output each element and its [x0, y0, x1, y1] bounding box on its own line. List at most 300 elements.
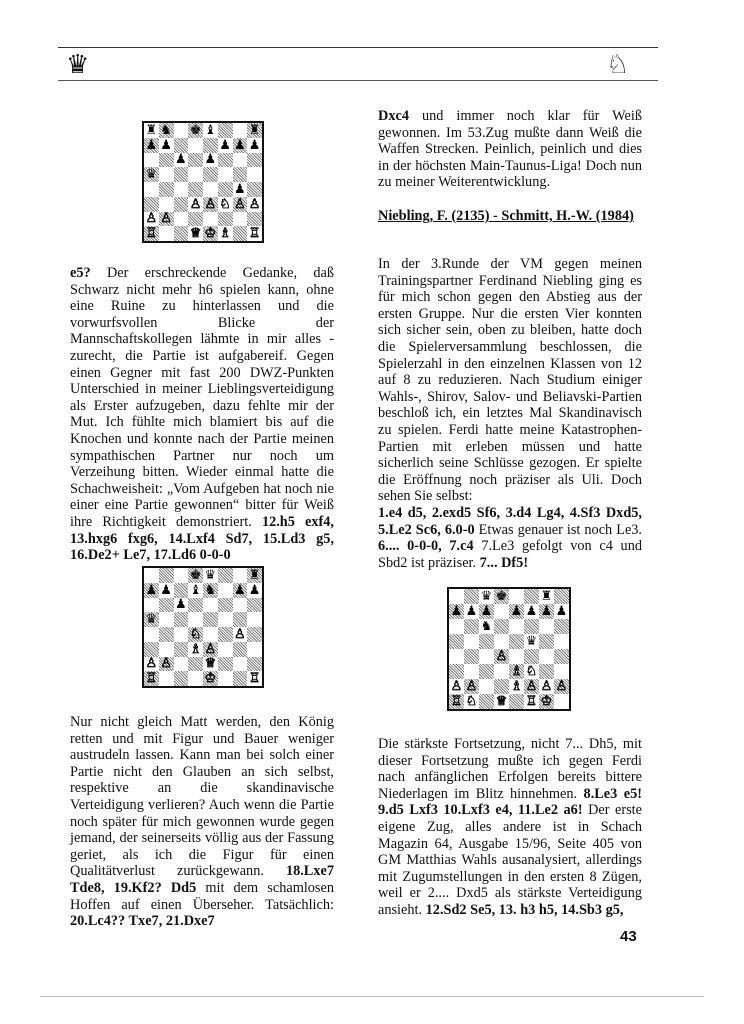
- board-square: [449, 679, 464, 694]
- board-square: [449, 619, 464, 634]
- board-square: [218, 671, 233, 686]
- board-square: [479, 694, 494, 709]
- board-square: [554, 694, 569, 709]
- board-square: [247, 657, 262, 672]
- board-square: [449, 634, 464, 649]
- board-square: [144, 583, 159, 598]
- board-square: [218, 197, 233, 212]
- board-square: [203, 598, 218, 613]
- board-square: [479, 679, 494, 694]
- header-rule-bottom: [58, 80, 658, 81]
- black-king-icon: ♚: [189, 567, 202, 583]
- black-pawn-icon: ♟: [234, 137, 246, 153]
- black-bishop-icon: ♝: [189, 582, 202, 598]
- black-pawn-icon: ♟: [234, 181, 246, 197]
- board-square: [233, 167, 248, 182]
- board-square: [464, 619, 479, 634]
- board-square: [509, 589, 524, 604]
- board-square: [203, 197, 218, 212]
- board-square: [247, 226, 262, 241]
- white-pawn-icon: ♙: [189, 196, 202, 212]
- board-square: [218, 627, 233, 642]
- board-square: [539, 589, 554, 604]
- board-square: [174, 568, 189, 583]
- board-square: [494, 634, 509, 649]
- white-pawn-icon: ♙: [145, 211, 158, 227]
- board-square: [247, 167, 262, 182]
- board-square: [449, 649, 464, 664]
- board-square: [144, 197, 159, 212]
- board-square: [203, 657, 218, 672]
- black-rook-icon: ♜: [145, 122, 158, 138]
- board-square: [479, 634, 494, 649]
- white-queen-icon: ♕: [189, 226, 202, 242]
- board-square: [174, 627, 189, 642]
- board-square: [159, 123, 174, 138]
- board-square: [247, 123, 262, 138]
- board-square: [188, 138, 203, 153]
- white-pawn-icon: ♙: [248, 196, 261, 212]
- board-square: [174, 583, 189, 598]
- board-square: [174, 226, 189, 241]
- board-square: [188, 627, 203, 642]
- board-square: [218, 123, 233, 138]
- board-square: [247, 138, 262, 153]
- board-square: [233, 226, 248, 241]
- board-square: [233, 153, 248, 168]
- board-square: [174, 138, 189, 153]
- board-square: [159, 182, 174, 197]
- board-square: [174, 167, 189, 182]
- board-square: [233, 598, 248, 613]
- board-square: [554, 664, 569, 679]
- board-square: [233, 182, 248, 197]
- commentary: 7.Le3 gefolgt von c4 und Sbd2 ist präziser.: [378, 538, 642, 571]
- white-bishop-icon: ♗: [510, 664, 523, 679]
- white-rook-icon: ♖: [450, 694, 463, 709]
- board-square: [509, 604, 524, 619]
- board-square: [203, 583, 218, 598]
- header-rule: [58, 47, 658, 48]
- board-square: [464, 694, 479, 709]
- commentary: mit dem schamlosen Hoffen auf einen Überseher. Tatsächlich:: [70, 879, 334, 913]
- board-square: [174, 671, 189, 686]
- black-knight-icon: ♞: [160, 122, 172, 138]
- board-square: [188, 182, 203, 197]
- board-square: [159, 671, 174, 686]
- black-pawn-icon: ♟: [248, 137, 261, 153]
- black-pawn-icon: ♟: [555, 604, 568, 619]
- board-square: [539, 634, 554, 649]
- chess-diagram-3: [447, 587, 571, 711]
- white-pawn-icon: ♙: [465, 679, 478, 694]
- board-square: [494, 589, 509, 604]
- board-square: [159, 627, 174, 642]
- board-square: [524, 604, 539, 619]
- board-square: [188, 612, 203, 627]
- board-square: [144, 568, 159, 583]
- board-square: [218, 138, 233, 153]
- board-square: [247, 197, 262, 212]
- board-square: [233, 123, 248, 138]
- board-square: [203, 167, 218, 182]
- board-square: [554, 619, 569, 634]
- board-square: [509, 649, 524, 664]
- board-square: [233, 138, 248, 153]
- black-queen-icon: ♛: [480, 589, 493, 604]
- white-pawn-icon: ♙: [204, 196, 217, 212]
- black-queen-icon: ♛: [525, 634, 538, 649]
- left-paragraph-2: [70, 714, 334, 930]
- chess-diagram-1: [142, 121, 264, 243]
- queen-icon: ♛: [66, 50, 90, 79]
- board-square: [144, 153, 159, 168]
- board-square: [539, 604, 554, 619]
- board-square: [203, 642, 218, 657]
- board-square: [479, 619, 494, 634]
- black-knight-icon: ♞: [480, 619, 493, 634]
- board-square: [554, 634, 569, 649]
- board-square: [494, 604, 509, 619]
- board-square: [524, 619, 539, 634]
- board-square: [233, 197, 248, 212]
- board-square: [464, 679, 479, 694]
- board-square: [554, 649, 569, 664]
- board-square: [159, 598, 174, 613]
- board-square: [449, 694, 464, 709]
- board-square: [144, 642, 159, 657]
- board-square: [247, 642, 262, 657]
- board-square: [188, 226, 203, 241]
- board-square: [174, 123, 189, 138]
- board-square: [494, 694, 509, 709]
- board-square: [159, 612, 174, 627]
- board-square: [203, 153, 218, 168]
- black-pawn-icon: ♟: [145, 582, 158, 598]
- left-paragraph-1: [70, 265, 334, 564]
- board-square: [218, 226, 233, 241]
- board-square: [247, 612, 262, 627]
- white-king-icon: ♔: [204, 671, 217, 687]
- board-square: [159, 583, 174, 598]
- black-pawn-icon: ♟: [248, 582, 261, 598]
- move-text: 18.Lxe7 Tde8, 19.Kf2? Dd5: [70, 863, 334, 896]
- white-pawn-icon: ♙: [540, 679, 553, 694]
- board-square: [524, 634, 539, 649]
- board-square: [524, 679, 539, 694]
- commentary: und immer noch klar für Weiß gewonnen. Im 53.Zug mußte dann Weiß die Waffen Strecken. Peinlich, peinlich und dies in der höchsten Main-Taunus-Liga! Doch nun zu meiner Weiterentwicklung.: [378, 108, 642, 191]
- board-square: [159, 167, 174, 182]
- black-pawn-icon: ♟: [145, 137, 158, 153]
- board-square: [449, 664, 464, 679]
- board-square: [203, 182, 218, 197]
- board-square: [539, 649, 554, 664]
- white-rook-icon: ♖: [248, 671, 261, 687]
- white-pawn-icon: ♙: [145, 656, 158, 672]
- board-square: [524, 664, 539, 679]
- game-title: Niebling, F. (2135) - Schmitt, H.-W. (1984): [378, 208, 634, 224]
- board-square: [479, 589, 494, 604]
- board-square: [509, 619, 524, 634]
- white-knight-icon: ♘: [189, 626, 202, 642]
- board-square: [144, 671, 159, 686]
- white-queen-icon: ♕: [495, 694, 508, 709]
- board-square: [188, 583, 203, 598]
- board-square: [247, 182, 262, 197]
- board-square: [233, 568, 248, 583]
- commentary: Die stärkste Fortsetzung, nicht 7... Dh5, mit dieser Fortsetzung mußte ich gegen Ferdi nach anfänglichen Erfolgen bereits bittere Niederlagen im Blitz hinnehmen.: [378, 736, 642, 802]
- right-paragraph-1: [378, 108, 642, 191]
- board-square: [144, 627, 159, 642]
- white-pawn-icon: ♙: [450, 679, 463, 694]
- black-pawn-icon: ♟: [540, 604, 553, 619]
- black-queen-icon: ♛: [145, 167, 158, 183]
- board-square: [524, 649, 539, 664]
- board-square: [174, 598, 189, 613]
- board-square: [188, 123, 203, 138]
- black-king-icon: ♚: [495, 589, 508, 604]
- board-square: [174, 642, 189, 657]
- board-square: [449, 589, 464, 604]
- board-square: [203, 671, 218, 686]
- board-square: [144, 138, 159, 153]
- board-square: [247, 153, 262, 168]
- board-square: [494, 679, 509, 694]
- move-text: e5?: [70, 265, 91, 281]
- board-square: [144, 657, 159, 672]
- board-square: [218, 167, 233, 182]
- board-square: [554, 589, 569, 604]
- black-pawn-icon: ♟: [219, 137, 231, 153]
- move-text: 12.Sd2 Se5, 13. h3 h5, 14.Sb3 g5,: [425, 901, 624, 918]
- move-text: 7... Df5!: [479, 554, 529, 571]
- black-pawn-icon: ♟: [234, 582, 246, 598]
- board-square: [159, 153, 174, 168]
- board-square: [494, 649, 509, 664]
- board-square: [247, 568, 262, 583]
- board-square: [218, 598, 233, 613]
- board-square: [159, 642, 174, 657]
- white-rook-icon: ♖: [145, 671, 158, 687]
- board-square: [203, 226, 218, 241]
- board-square: [539, 679, 554, 694]
- commentary: Der erschreckende Gedanke, daß Schwarz nicht mehr h6 spielen kann, ohne eine Ruine zu hinterlassen und die vorwurfsvollen Blicke der Mannschaftskollegen lähmte in mir alles - zurecht, die Partie ist aufgabereif. Gegen einen Gegner mit fast 200 DWZ-Punkten Unterschied in meiner Lieblingsverteidigung als Erster aufzugeben, dazu fehlte mir der Mut. Ich fühlte mich blamiert bis auf die Knochen und konnte nach der Partie meinen sympathischen Partner nur noch um Verzeihung bitten. Wieder einmal hatte die Schachweisheit: „Vom Aufgeben hat noch nie einer eine Partie gewonnen“ bitter für Weiß ihre Richtigkeit demonstriert.: [70, 265, 334, 530]
- black-pawn-icon: ♟: [160, 582, 172, 598]
- move-text: 20.Lc4?? Txe7, 21.Dxe7: [70, 913, 215, 930]
- black-rook-icon: ♜: [248, 567, 261, 583]
- white-pawn-icon: ♙: [204, 641, 217, 657]
- white-bishop-icon: ♗: [510, 679, 523, 694]
- game-header: [378, 208, 642, 225]
- board-square: [188, 153, 203, 168]
- board-square: [539, 619, 554, 634]
- board-square: [218, 212, 233, 227]
- board-square: [174, 197, 189, 212]
- board-square: [449, 604, 464, 619]
- board-square: [233, 612, 248, 627]
- board-square: [479, 604, 494, 619]
- board-square: [464, 589, 479, 604]
- chess-diagram-2: [142, 566, 264, 688]
- board-square: [509, 679, 524, 694]
- black-king-icon: ♚: [189, 122, 202, 138]
- board-square: [247, 598, 262, 613]
- white-bishop-icon: ♗: [219, 226, 231, 242]
- black-pawn-icon: ♟: [175, 597, 187, 613]
- board-square: [233, 642, 248, 657]
- board-square: [188, 197, 203, 212]
- commentary: In der 3.Runde der VM gegen meinen Trainingspartner Ferdinand Niebling ging es für mich schon gegen den Abstieg aus der ersten Gruppe. Nur die ersten Vier konnten sich sicher sein, oben zu bleiben, hatte doch die Spielerversammlung beschlossen, die Spielerzahl in den einzelnen Klassen von 12 auf 8 zu reduzieren. Nach Studium einiger Wahls-, Shirov, Salov- und Beliavski-Partien beschloß ich, ein letztes Mal Skandinavisch zu spielen. Ferdi hatte meine Katastrophen-Partien mit erleben müssen und hatte sicherlich seine Schlüsse gezogen. Er spielte die Eröffnung noch präziser als Uli. Doch sehen Sie selbst:: [378, 256, 642, 505]
- black-pawn-icon: ♟: [450, 604, 463, 619]
- board-square: [524, 589, 539, 604]
- board-square: [464, 634, 479, 649]
- board-square: [203, 123, 218, 138]
- board-square: [203, 212, 218, 227]
- right-paragraph-2: [378, 256, 642, 571]
- black-pawn-icon: ♟: [204, 152, 217, 168]
- white-knight-icon: ♘: [525, 664, 538, 679]
- board-square: [203, 612, 218, 627]
- board-square: [464, 604, 479, 619]
- board-square: [218, 153, 233, 168]
- board-square: [174, 612, 189, 627]
- white-pawn-icon: ♙: [495, 649, 508, 664]
- board-square: [524, 694, 539, 709]
- board-square: [479, 664, 494, 679]
- board-square: [539, 694, 554, 709]
- board-square: [188, 671, 203, 686]
- board-square: [203, 627, 218, 642]
- board-square: [159, 212, 174, 227]
- board-square: [188, 642, 203, 657]
- board-square: [218, 583, 233, 598]
- board-square: [144, 167, 159, 182]
- board-square: [247, 583, 262, 598]
- page-number: 43: [620, 928, 637, 945]
- board-square: [494, 664, 509, 679]
- black-rook-icon: ♜: [540, 589, 553, 604]
- board-square: [144, 598, 159, 613]
- board-square: [247, 627, 262, 642]
- board-square: [203, 138, 218, 153]
- white-rook-icon: ♖: [248, 226, 261, 242]
- board-square: [144, 182, 159, 197]
- move-text: 8.Le3 e5! 9.d5 Lxf3 10.Lxf3 e4, 11.Le2 a6!: [378, 785, 642, 819]
- board-square: [188, 657, 203, 672]
- white-bishop-icon: ♗: [189, 641, 202, 657]
- right-paragraph-3: [378, 736, 642, 919]
- white-king-icon: ♔: [540, 694, 553, 709]
- board-square: [554, 679, 569, 694]
- white-knight-icon: ♘: [219, 196, 231, 212]
- board-square: [509, 694, 524, 709]
- board-square: [218, 182, 233, 197]
- board-square: [174, 153, 189, 168]
- black-pawn-icon: ♟: [480, 604, 493, 619]
- board-square: [159, 197, 174, 212]
- board-square: [247, 671, 262, 686]
- white-pawn-icon: ♙: [160, 211, 172, 227]
- black-pawn-icon: ♟: [160, 137, 172, 153]
- board-square: [203, 568, 218, 583]
- move-text: 1.e4 d5, 2.exd5 Sf6, 3.d4 Lg4, 4.Sf3 Dxd5, 5.Le2 Sc6, 6.0-0: [378, 504, 642, 538]
- commentary: Nur nicht gleich Matt werden, den König retten und mit Figur und Bauer weniger austrudeln lassen. Kann man bei solch einer Partie nicht den Glauben an sich selbst, respektive an die skandinavische Verteidigung verlieren? Auch wenn die Partie noch später für mich gewonnen wurde gegen jemand, der seinerseits völlig aus der Fassung geriet, als ich die Figur für einen Qualitätverlust zurückgewann.: [70, 714, 334, 880]
- move-text: 12.h5 exf4, 13.hxg6 fxg6, 14.Lxf4 Sd7, 15.Ld3 g5, 16.De2+ Le7, 17.Ld6 0-0-0: [70, 513, 334, 564]
- black-queen-icon: ♛: [204, 567, 217, 583]
- board-square: [144, 612, 159, 627]
- board-square: [218, 612, 233, 627]
- board-square: [233, 212, 248, 227]
- board-square: [539, 664, 554, 679]
- board-square: [144, 226, 159, 241]
- board-square: [494, 619, 509, 634]
- board-square: [188, 598, 203, 613]
- black-knight-icon: ♞: [204, 582, 217, 598]
- board-square: [218, 568, 233, 583]
- move-text: 6.... 0-0-0, 7.c4: [378, 538, 474, 555]
- black-pawn-icon: ♟: [465, 604, 478, 619]
- board-square: [159, 226, 174, 241]
- board-square: [188, 212, 203, 227]
- white-rook-icon: ♖: [145, 226, 158, 242]
- black-rook-icon: ♜: [248, 122, 261, 138]
- white-pawn-icon: ♙: [555, 679, 568, 694]
- commentary: Etwas genauer ist noch Le3.: [474, 521, 643, 538]
- white-king-icon: ♔: [204, 226, 217, 242]
- board-square: [509, 634, 524, 649]
- board-square: [233, 627, 248, 642]
- white-queen-icon: ♕: [204, 656, 217, 672]
- board-square: [218, 642, 233, 657]
- move-text: Dxc4: [378, 108, 409, 124]
- black-pawn-icon: ♟: [525, 604, 538, 619]
- board-square: [479, 649, 494, 664]
- board-square: [144, 212, 159, 227]
- black-pawn-icon: ♟: [510, 604, 523, 619]
- board-square: [159, 138, 174, 153]
- board-square: [233, 657, 248, 672]
- white-pawn-icon: ♙: [525, 679, 538, 694]
- black-bishop-icon: ♝: [204, 122, 217, 138]
- board-square: [174, 182, 189, 197]
- board-square: [554, 604, 569, 619]
- board-square: [464, 649, 479, 664]
- knight-icon: ♘: [606, 50, 630, 79]
- board-square: [188, 568, 203, 583]
- board-square: [509, 664, 524, 679]
- board-square: [159, 568, 174, 583]
- white-knight-icon: ♘: [465, 694, 478, 709]
- board-square: [188, 167, 203, 182]
- board-square: [174, 212, 189, 227]
- board-square: [144, 123, 159, 138]
- board-square: [174, 657, 189, 672]
- board-square: [464, 664, 479, 679]
- white-pawn-icon: ♙: [234, 626, 246, 642]
- bottom-rule: [40, 996, 704, 997]
- black-pawn-icon: ♟: [175, 152, 187, 168]
- board-square: [233, 671, 248, 686]
- board-square: [233, 583, 248, 598]
- white-rook-icon: ♖: [525, 694, 538, 709]
- board-square: [159, 657, 174, 672]
- white-pawn-icon: ♙: [234, 196, 246, 212]
- board-square: [218, 657, 233, 672]
- board-square: [247, 212, 262, 227]
- black-queen-icon: ♛: [145, 612, 158, 628]
- commentary: Der erste eigene Zug, alles andere ist in Schach Magazin 64, Ausgabe 15/96, Seite 405 von GM Matthias Wahls ausanalysiert, allerdings mit Zugumstellungen in den ersten 8 Zügen, weil er 2.... Dxd5 als stärkste Verteidigung ansieht.: [378, 802, 642, 918]
- white-pawn-icon: ♙: [160, 656, 172, 672]
